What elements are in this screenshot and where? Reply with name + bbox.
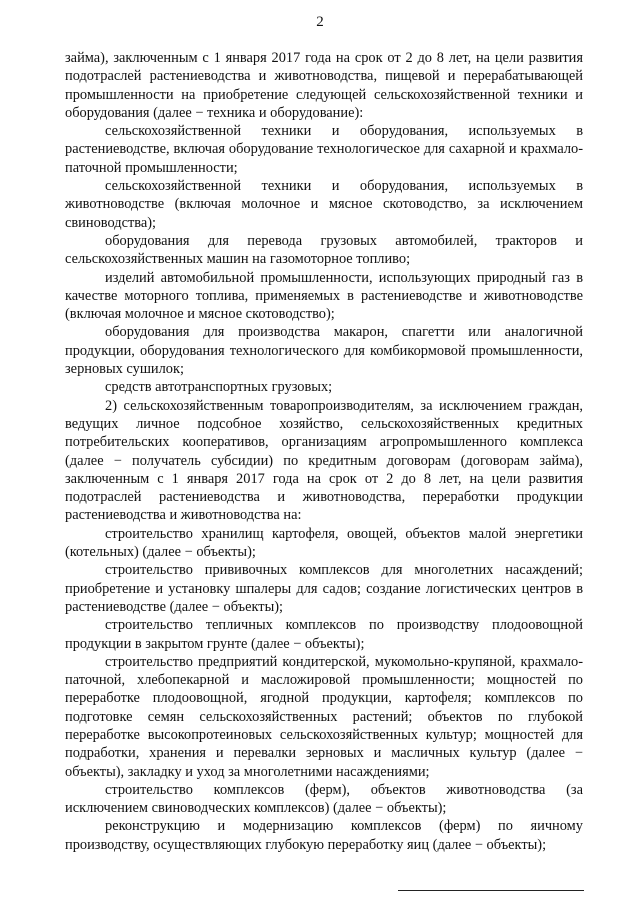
paragraph: оборудования для перевода грузовых автомобилей, тракторов и сельскохозяйственных машин на газомоторное топливо; xyxy=(65,232,583,268)
paragraph: займа), заключенным с 1 января 2017 года на срок от 2 до 8 лет, на цели развития подотраслей растениеводства и животноводства, пищевой и перерабатывающей промышленности на приобретение следующей сельскохозяйственной техники и оборудования (далее − техника и оборудование): xyxy=(65,50,583,121)
paragraph: строительство хранилищ картофеля, овощей, объектов малой энергетики (котельных) (далее − объекты); xyxy=(65,525,583,561)
page-number: 2 xyxy=(316,14,324,30)
paragraph: строительство комплексов (ферм), объектов животноводства (за исключением свиноводческих комплексов) (далее − объекты); xyxy=(65,781,583,817)
paragraph: оборудования для производства макарон, спагетти или аналогичной продукции, оборудования технологического для комбикормовой промышленности, зерновых сушилок; xyxy=(65,324,583,378)
document-body xyxy=(65,49,583,854)
paragraph: строительство тепличных комплексов по производству плодоовощной продукции в закрытом грунте (далее − объекты); xyxy=(65,617,583,652)
paragraph: реконструкцию и модернизацию комплексов (ферм) по яичному производству, осуществляющих глубокую переработку яиц (далее − объекты); xyxy=(65,818,583,853)
paragraph: сельскохозяйственной техники и оборудования, используемых в животноводстве (включая молочное и мясное скотоводство, за исключением свиноводства); xyxy=(65,178,583,231)
footer-rule xyxy=(398,890,584,891)
paragraph: 2) сельскохозяйственным товаропроизводителям, за исключением граждан, ведущих личное подсобное хозяйство, сельскохозяйственных кредитных потребительских кооперативов, организациям агропромышленного комплекса (далее − получатель субсидии) по кредитным договорам (договорам займа), заключенным с 1 января 2017 года на срок от 2 до 8 лет, на цели развития подотраслей растениеводства и животноводства, переработки продукции растениеводства и животноводства на: xyxy=(65,397,583,524)
paragraph: строительство предприятий кондитерской, мукомольно-крупяной, крахмало-паточной, хлебопекарной и масложировой промышленности; мощностей по переработке плодоовощной, ягодной продукции, картофеля; комплексов по подготовке семян сельскохозяйственных растений; объектов по глубокой переработке высокопротеиновых сельскохозяйственных культур; мощностей для подработки, хранения и перевалки зерновых и масличных культур (далее − объекты), закладку и уход за многолетними насаждениями; xyxy=(65,653,583,780)
paragraph: средств автотранспортных грузовых; xyxy=(105,379,333,396)
paragraph: изделий автомобильной промышленности, использующих природный газ в качестве моторного топлива, применяемых в растениеводстве и животноводстве (включая молочное и мясное скотоводство); xyxy=(65,269,583,323)
paragraph: сельскохозяйственной техники и оборудования, используемых в растениеводстве, включая оборудование технологическое для сахарной и крахмало-паточной промышленности; xyxy=(65,123,583,176)
paragraph: строительство прививочных комплексов для многолетних насаждений; приобретение и установку шпалеры для садов; создание логистических центров в растениеводстве (далее − объекты); xyxy=(65,562,583,615)
